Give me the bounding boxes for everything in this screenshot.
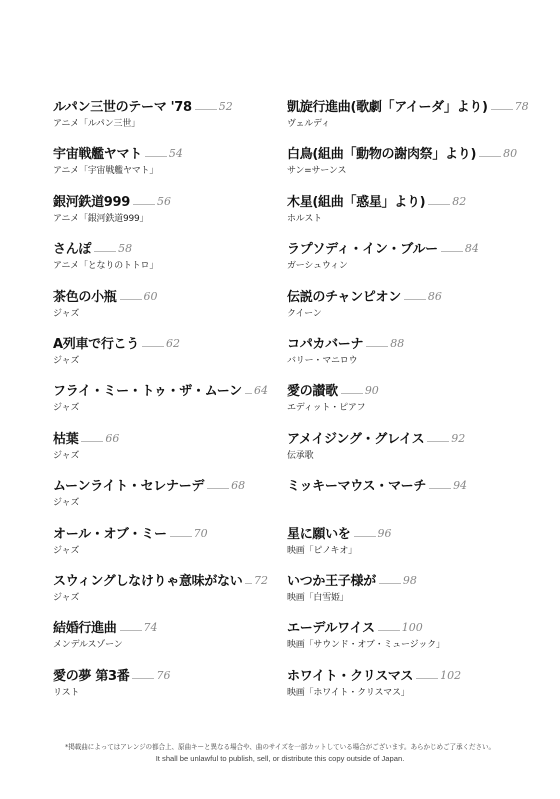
toc-title-line — [287, 283, 537, 305]
toc-title-line — [287, 377, 537, 399]
song-title: 茶色の小瓶 — [53, 289, 117, 305]
toc-entry[interactable] — [287, 520, 537, 567]
song-source: ジャズ — [53, 545, 80, 556]
dot-leader — [427, 441, 449, 442]
song-title: 銀河鉄道999 — [53, 194, 131, 210]
song-title: ミッキーマウス・マーチ — [287, 479, 427, 495]
toc-entry[interactable] — [287, 614, 537, 661]
toc-entry[interactable] — [53, 235, 268, 282]
dot-leader — [120, 299, 142, 300]
toc-entry[interactable] — [53, 188, 268, 235]
song-title: 結婚行進曲 — [53, 621, 117, 637]
song-source: アニメ「となりのトトロ」 — [53, 261, 159, 272]
song-source: バリー・マニロウ — [287, 355, 358, 366]
toc-title-line — [53, 93, 268, 115]
toc-entry[interactable] — [287, 235, 537, 282]
dot-leader — [81, 441, 103, 442]
song-source: クイーン — [287, 308, 322, 319]
dot-leader — [341, 393, 363, 394]
toc-title-line — [287, 614, 537, 636]
page-number: 58 — [118, 242, 133, 256]
song-source: ジャズ — [53, 498, 80, 509]
toc-entry[interactable] — [53, 330, 268, 377]
toc-title-line — [53, 520, 268, 542]
toc-entry[interactable] — [287, 567, 537, 614]
page-number: 70 — [193, 526, 208, 540]
toc-entry[interactable] — [287, 330, 537, 377]
toc-entry[interactable] — [53, 662, 268, 709]
song-source: メンデルスゾーン — [53, 640, 123, 651]
toc-title-line — [287, 188, 537, 210]
toc-entry[interactable] — [53, 425, 268, 472]
toc-entry[interactable] — [287, 283, 537, 330]
song-source: 映画「ホワイト・クリスマス」 — [287, 687, 410, 698]
song-source: サン=サーンス — [287, 166, 347, 177]
dot-leader — [378, 630, 400, 631]
song-title: フライ・ミー・トゥ・ザ・ムーン — [53, 384, 242, 400]
dot-leader — [379, 583, 401, 584]
dot-leader — [479, 156, 501, 157]
dot-leader — [145, 156, 167, 157]
song-title: 愛の讃歌 — [287, 384, 338, 400]
arrangement-note: *掲載曲によってはアレンジの都合上、原曲キーと異なる場合や、曲のサイズを一部カットしている場合がございます。あらかじめご了承ください。 — [65, 743, 495, 751]
song-source: 映画「ピノキオ」 — [287, 545, 357, 556]
toc-title-line — [287, 330, 537, 352]
toc-entry[interactable] — [53, 283, 268, 330]
song-source: ジャズ — [53, 355, 80, 366]
page-number: 74 — [143, 621, 158, 635]
dot-leader — [441, 251, 463, 252]
page-number: 100 — [401, 621, 423, 635]
page-number: 92 — [451, 431, 466, 445]
toc-title-line — [53, 567, 268, 589]
song-title: A列車で行こう — [53, 336, 139, 352]
toc-title-line — [53, 472, 268, 494]
page-number: 88 — [390, 336, 405, 350]
toc-entry[interactable] — [287, 377, 537, 424]
song-title: ムーンライト・セレナーデ — [53, 479, 205, 495]
song-title: 白鳥(組曲「動物の謝肉祭」より) — [287, 147, 477, 163]
toc-entry[interactable] — [287, 93, 537, 140]
song-source: ガーシュウィン — [287, 261, 348, 272]
toc-entry[interactable] — [53, 520, 268, 567]
dot-leader — [170, 536, 192, 537]
page-number: 98 — [402, 573, 417, 587]
dot-leader — [429, 488, 451, 489]
toc-right-column — [287, 93, 537, 709]
song-source: ジャズ — [53, 450, 80, 461]
toc-title-line — [287, 472, 537, 494]
page-number: 94 — [453, 479, 468, 493]
copyright-notice: It shall be unlawful to publish, sell, or distribute this copy outside of Japan. — [155, 754, 405, 763]
page-number: 96 — [377, 526, 392, 540]
song-title: 愛の夢 第3番 — [53, 668, 130, 684]
page-number: 66 — [105, 431, 120, 445]
song-title: 木星(組曲「惑星」より) — [287, 194, 426, 210]
dot-leader — [195, 109, 217, 110]
dot-leader — [132, 678, 154, 679]
song-source: エディット・ピアフ — [287, 403, 366, 414]
song-source: 映画「白雪姫」 — [287, 592, 349, 603]
page-number: 52 — [218, 100, 233, 113]
dot-leader — [491, 109, 513, 110]
toc-entry[interactable] — [287, 472, 537, 519]
song-source: ヴェルディ — [287, 119, 330, 129]
toc-title-line — [287, 93, 537, 115]
song-title: エーデルワイス — [287, 621, 375, 637]
dot-leader — [354, 536, 376, 537]
song-title: ホワイト・クリスマス — [287, 668, 414, 684]
page-number: 82 — [452, 194, 467, 208]
dot-leader — [428, 204, 450, 205]
toc-title-line — [53, 425, 268, 447]
toc-title-line — [53, 662, 268, 684]
toc-entry[interactable] — [287, 662, 537, 709]
song-title: ルパン三世のテーマ '78 — [53, 100, 192, 115]
song-title: さんぽ — [53, 242, 92, 258]
song-title: オール・オブ・ミー — [53, 526, 167, 542]
toc-title-line — [53, 330, 268, 352]
dot-leader — [120, 630, 142, 631]
toc-entry[interactable] — [53, 93, 268, 140]
toc-title-line — [53, 188, 268, 210]
dot-leader — [416, 678, 438, 679]
dot-leader — [404, 299, 426, 300]
song-source: ジャズ — [53, 403, 80, 414]
dot-leader — [94, 251, 116, 252]
toc-entry[interactable] — [287, 188, 537, 235]
dot-leader — [133, 204, 155, 205]
toc-entry[interactable] — [53, 567, 268, 614]
page-number: 72 — [254, 573, 268, 587]
toc-title-line — [53, 140, 268, 162]
song-title: 枯葉 — [53, 431, 79, 447]
page-number: 102 — [440, 668, 462, 682]
song-source: アニメ「銀河鉄道999」 — [53, 213, 149, 224]
dot-leader — [245, 393, 252, 394]
page-number: 78 — [514, 100, 529, 113]
toc-title-line — [287, 520, 537, 542]
toc-title-line — [53, 283, 268, 305]
toc-title-line — [287, 140, 537, 162]
dot-leader — [142, 346, 164, 347]
song-title: 星に願いを — [287, 526, 351, 542]
toc-entry[interactable] — [287, 425, 537, 472]
dot-leader — [366, 346, 388, 347]
page-number: 84 — [464, 242, 479, 256]
page-number: 54 — [168, 147, 183, 161]
toc-title-line — [287, 425, 537, 447]
song-source: リスト — [53, 687, 80, 698]
song-source: 伝承歌 — [287, 450, 314, 461]
page-number: 76 — [156, 668, 171, 682]
song-title: アメイジング・グレイス — [287, 431, 425, 447]
toc-entry[interactable] — [53, 472, 268, 519]
page-number: 86 — [427, 289, 442, 303]
toc-left-column — [53, 93, 268, 709]
toc-entry[interactable] — [53, 140, 268, 187]
song-title: 宇宙戦艦ヤマト — [53, 147, 142, 163]
page-number: 90 — [364, 384, 379, 398]
song-title: 伝説のチャンピオン — [287, 289, 401, 305]
song-source: アニメ「宇宙戦艦ヤマト」 — [53, 166, 159, 177]
song-source: ホルスト — [287, 213, 322, 224]
page-number: 68 — [231, 479, 246, 493]
dot-leader — [207, 488, 229, 489]
song-title: 凱旋行進曲(歌劇「アイーダ」より) — [287, 100, 488, 115]
song-title: スウィングしなけりゃ意味がない — [53, 573, 243, 589]
song-source: ジャズ — [53, 592, 80, 603]
toc-title-line — [287, 567, 537, 589]
song-source: アニメ「ルパン三世」 — [53, 119, 140, 129]
toc-title-line — [53, 235, 268, 257]
toc-entry[interactable] — [287, 140, 537, 187]
toc-entry[interactable] — [53, 614, 268, 661]
page-number: 56 — [157, 194, 172, 208]
page-number: 62 — [165, 336, 180, 350]
toc-title-line — [53, 377, 268, 399]
toc-title-line — [53, 614, 268, 636]
song-title: ラプソディ・イン・ブルー — [287, 242, 438, 258]
song-source: ジャズ — [53, 308, 80, 319]
dot-leader — [245, 583, 252, 584]
toc-title-line — [287, 235, 537, 257]
page-number: 60 — [143, 289, 158, 303]
toc-entry[interactable] — [53, 377, 268, 424]
toc-title-line — [287, 662, 537, 684]
song-title: コパカバーナ — [287, 336, 364, 352]
song-source: 映画「サウンド・オブ・ミュージック」 — [287, 640, 445, 651]
page-number: 80 — [503, 147, 518, 161]
song-title: いつか王子様が — [287, 573, 376, 589]
page-number: 64 — [254, 384, 268, 398]
